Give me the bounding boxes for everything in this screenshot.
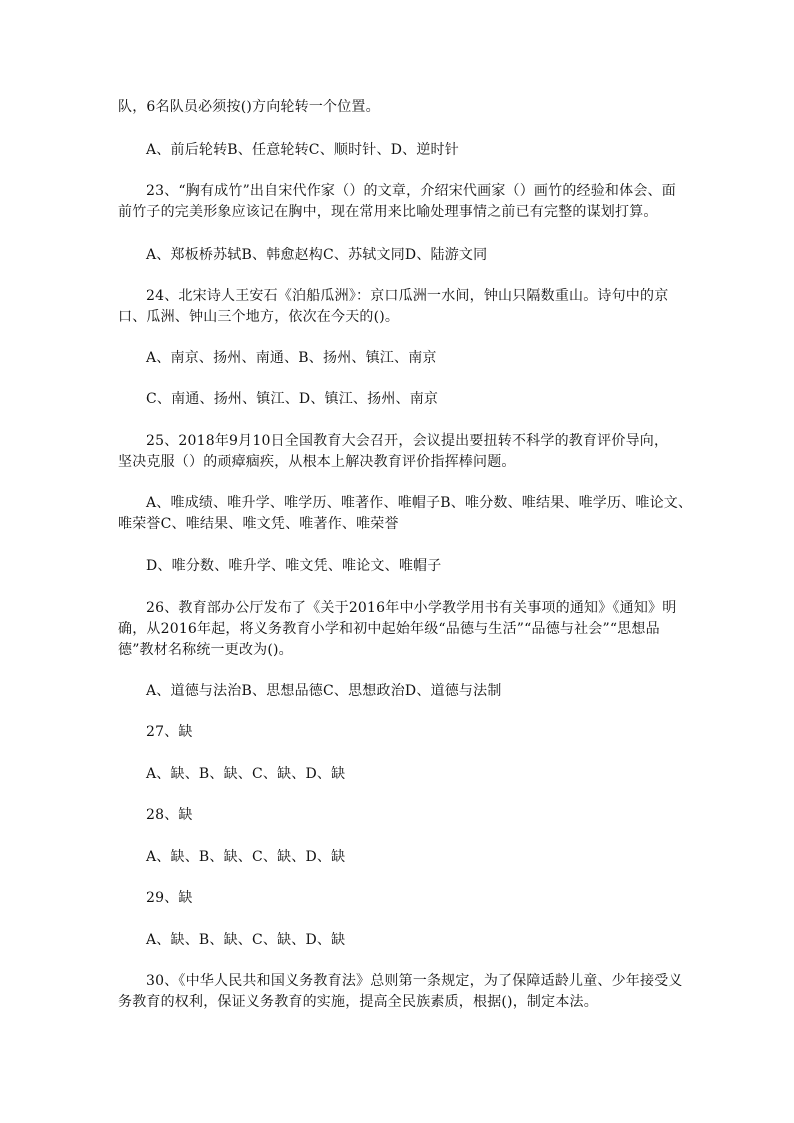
question-29: 29、缺: [146, 890, 193, 906]
options-line: A、唯成绩、唯升学、唯学历、唯著作、唯帽子B、唯分数、唯结果、唯学历、唯论文、: [146, 495, 693, 511]
question-25: 25、2018年9月10日全国教育大会召开，会议提出要扭转不科学的教育评价导向，: [146, 433, 669, 449]
options-line: C、南通、扬州、镇江、D、镇江、扬州、南京: [146, 391, 439, 407]
options-line: A、道德与法治B、思想品德C、思想政治D、道德与法制: [146, 683, 502, 699]
text-line: 德”教材名称统一更改为()。: [118, 642, 293, 658]
options-line: D、唯分数、唯升学、唯文凭、唯论文、唯帽子: [146, 558, 442, 574]
text-line: 队，6名队员必须按()方向轮转一个位置。: [118, 99, 380, 115]
text-line: 坚决克服（）的顽瘴痼疾，从根本上解决教育评价指挥棒问题。: [118, 454, 516, 470]
options-line: A、前后轮转B、任意轮转C、顺时针、D、逆时针: [146, 142, 459, 158]
question-28: 28、缺: [146, 807, 193, 823]
text-line: 唯荣誉C、唯结果、唯文凭、唯著作、唯荣誉: [118, 516, 399, 532]
options-line: A、缺、B、缺、C、缺、D、缺: [146, 766, 346, 782]
question-30: 30、《中华人民共和国义务教育法》总则第一条规定，为了保障适龄儿童、少年接受义: [146, 973, 683, 989]
question-24: 24、北宋诗人王安石《泊船瓜洲》：京口瓜洲一水间，钟山只隔数重山。诗句中的京: [146, 288, 669, 304]
options-line: A、缺、B、缺、C、缺、D、缺: [146, 849, 346, 865]
question-26: 26、教育部办公厅发布了《关于2016年中小学教学用书有关事项的通知》《通知》明: [146, 600, 677, 616]
question-23: 23、“胸有成竹”出自宋代作家（）的文章，介绍宋代画家（）画竹的经验和体会、面: [146, 183, 676, 199]
text-line: 务教育的权利，保证义务教育的实施，提高全民族素质，根据()，制定本法。: [118, 994, 598, 1010]
text-line: 前竹子的完美形象应该记在胸中，现在常用来比喻处理事情之前已有完整的谋划打算。: [118, 204, 658, 220]
options-line: A、郑板桥苏轼B、韩愈赵构C、苏轼文同D、陆游文同: [146, 247, 488, 263]
options-line: A、缺、B、缺、C、缺、D、缺: [146, 932, 346, 948]
text-line: 口、瓜洲、钟山三个地方，依次在今天的()。: [118, 309, 400, 325]
question-27: 27、缺: [146, 724, 193, 740]
options-line: A、南京、扬州、南通、B、扬州、镇江、南京: [146, 350, 437, 366]
text-line: 确，从2016年起，将义务教育小学和初中起始年级“品德与生活”“品德与社会”“思想品: [118, 621, 660, 637]
